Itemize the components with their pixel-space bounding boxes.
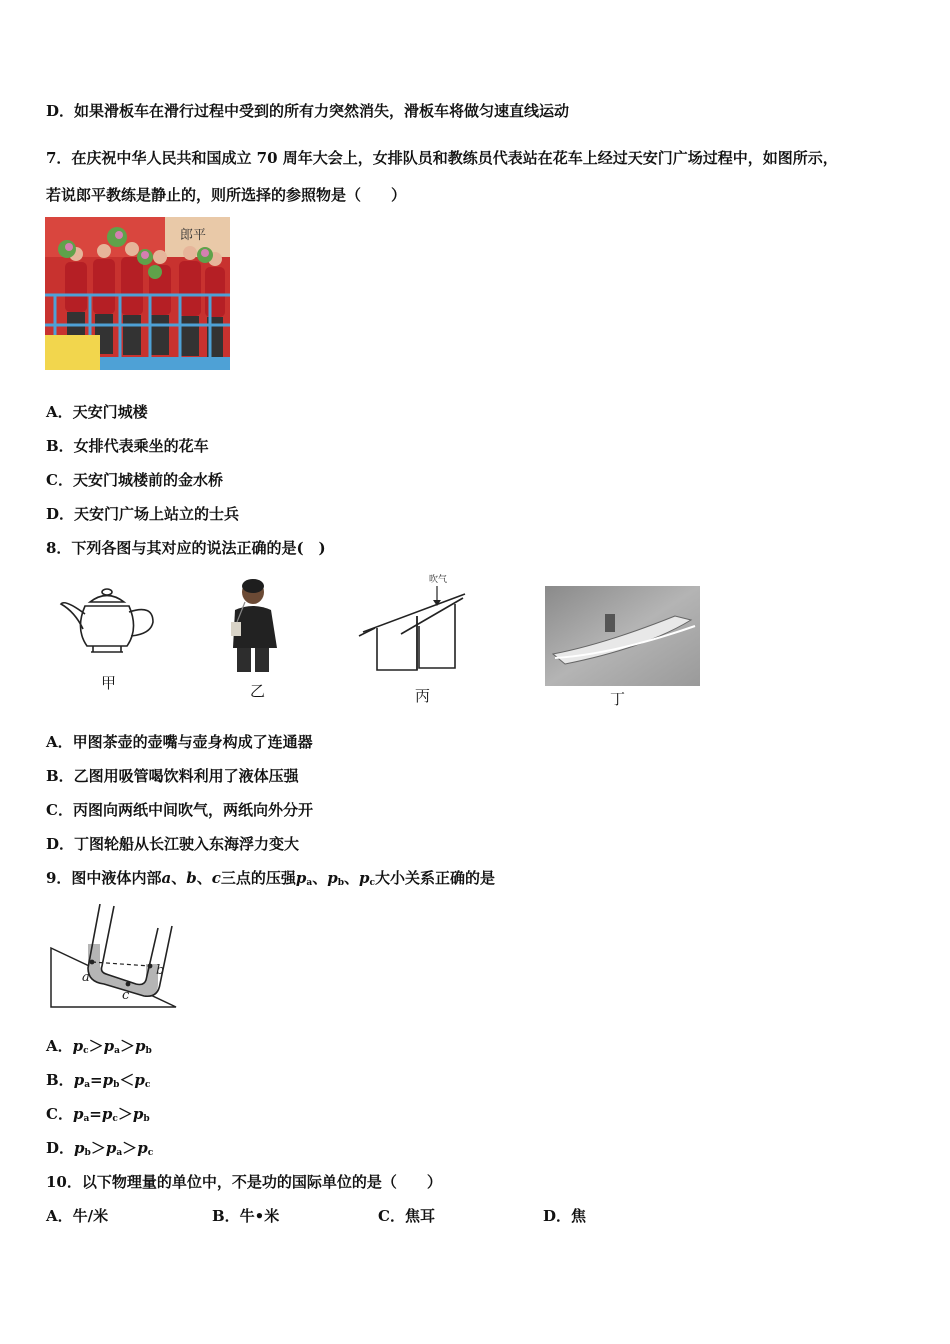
boy-drinking-figure: [223, 578, 285, 673]
var-subscript: c: [147, 1148, 154, 1158]
var-p: p: [134, 1071, 145, 1089]
var-p: p: [327, 869, 338, 887]
teapot-figure: [55, 584, 160, 659]
var-subscript: b: [113, 1080, 120, 1090]
var-subscript: a: [84, 1080, 91, 1090]
var-b: b: [186, 869, 197, 887]
q8-option-d: D．丁图轮船从长江驶入东海浮力变大: [46, 835, 300, 853]
q7-stem-line2: 若说郎平教练是静止的，则所选择的参照物是（ ）: [46, 186, 407, 204]
sub-a: a: [306, 878, 313, 888]
operator: ＞: [117, 1105, 133, 1123]
fig-label-b: b: [156, 963, 165, 978]
var-subscript: c: [83, 1046, 89, 1056]
q7-option-c: C．天安门城楼前的金水桥: [46, 471, 223, 489]
var-subscript: b: [84, 1148, 91, 1158]
fig-label-a: a: [82, 970, 90, 985]
q8-stem: 8．下列各图与其对应的说法正确的是( ): [46, 539, 326, 557]
q9-option-a: [46, 1036, 152, 1061]
q6-option-d: D．如果滑板车在滑行过程中受到的所有力突然消失，滑板车将做匀速直线运动: [46, 102, 570, 120]
sub-c: c: [369, 878, 376, 888]
caption-yi: 乙: [250, 682, 266, 700]
q10-option-a: A．牛/米: [46, 1207, 109, 1225]
q10-option-c: C．焦耳: [378, 1207, 435, 1225]
caption-ding: 丁: [610, 690, 626, 708]
blow-label: 吹气: [429, 575, 448, 585]
var-p: p: [295, 869, 307, 887]
var-subscript: a: [114, 1046, 120, 1056]
var-p: p: [359, 869, 370, 887]
operator: =: [90, 1071, 103, 1089]
var-p: p: [74, 1139, 85, 1157]
option-label: D．: [46, 1139, 75, 1157]
sep: 、: [196, 869, 212, 887]
operator: ＜: [119, 1071, 135, 1089]
option-label: A．: [46, 1037, 73, 1055]
q8-option-c: C．丙图向两纸中间吹气，两纸向外分开: [46, 801, 313, 819]
q10-option-b: B．牛•米: [212, 1207, 280, 1225]
q9-stem-pre: 9．图中液体内部: [46, 869, 162, 887]
q7-option-a: A．天安门城楼: [46, 403, 148, 421]
var-p: p: [137, 1139, 148, 1157]
var-p: p: [103, 1037, 115, 1055]
ship-figure: [545, 586, 700, 686]
q10-stem: 10．以下物理量的单位中，不是功的国际单位的是（ ）: [46, 1173, 442, 1191]
caption-bing: 丙: [415, 687, 431, 705]
q9-stem-mid: 三点的压强: [220, 869, 296, 887]
sep: 、: [344, 869, 360, 887]
q7-photo: [45, 217, 230, 370]
var-p: p: [72, 1037, 84, 1055]
caption-jia: 甲: [101, 674, 117, 692]
var-p: p: [73, 1071, 85, 1089]
q7-option-b: B．女排代表乘坐的花车: [46, 437, 209, 455]
var-p: p: [72, 1105, 84, 1123]
operator: ＞: [90, 1139, 106, 1157]
var-p: p: [132, 1105, 144, 1123]
sep: 、: [171, 869, 187, 887]
q9-option-d: [46, 1138, 153, 1163]
incline-tube-figure: [48, 904, 180, 1010]
var-subscript: b: [145, 1046, 152, 1056]
q7-option-d: D．天安门广场上站立的士兵: [46, 505, 240, 523]
paper-sheets-figure: [355, 570, 475, 675]
var-subscript: a: [116, 1148, 123, 1158]
operator: ＞: [119, 1037, 135, 1055]
fig-label-c: c: [122, 988, 130, 1003]
operator: ＞: [88, 1037, 104, 1055]
option-label: C．: [46, 1105, 73, 1123]
q7-photo-sign: 郎平: [180, 228, 207, 243]
var-a: a: [161, 869, 172, 887]
option-label: B．: [46, 1071, 74, 1089]
var-subscript: c: [112, 1114, 118, 1124]
q10-option-d: D．焦: [543, 1207, 587, 1225]
var-c: c: [211, 869, 221, 887]
var-subscript: b: [143, 1114, 150, 1124]
q9-option-b: [46, 1070, 150, 1095]
sep: 、: [312, 869, 328, 887]
q8-option-a: A．甲图茶壶的壶嘴与壶身构成了连通器: [46, 733, 313, 751]
q9-stem-end: 大小关系正确的是: [375, 869, 496, 887]
var-p: p: [102, 1071, 114, 1089]
sub-b: b: [337, 878, 345, 888]
operator: =: [89, 1105, 102, 1123]
var-subscript: c: [144, 1080, 151, 1090]
q7-stem-line1: 7．在庆祝中华人民共和国成立 70 周年大会上，女排队员和教练员代表站在花车上经过天安门广场过程中，如图所示，: [46, 149, 838, 167]
operator: ＞: [122, 1139, 138, 1157]
var-p: p: [101, 1105, 113, 1123]
var-subscript: a: [83, 1114, 90, 1124]
q9-option-c: [46, 1104, 150, 1129]
q8-option-b: B．乙图用吸管喝饮料利用了液体压强: [46, 767, 299, 785]
var-p: p: [105, 1139, 117, 1157]
var-p: p: [135, 1037, 146, 1055]
q9-stem: [46, 868, 495, 893]
